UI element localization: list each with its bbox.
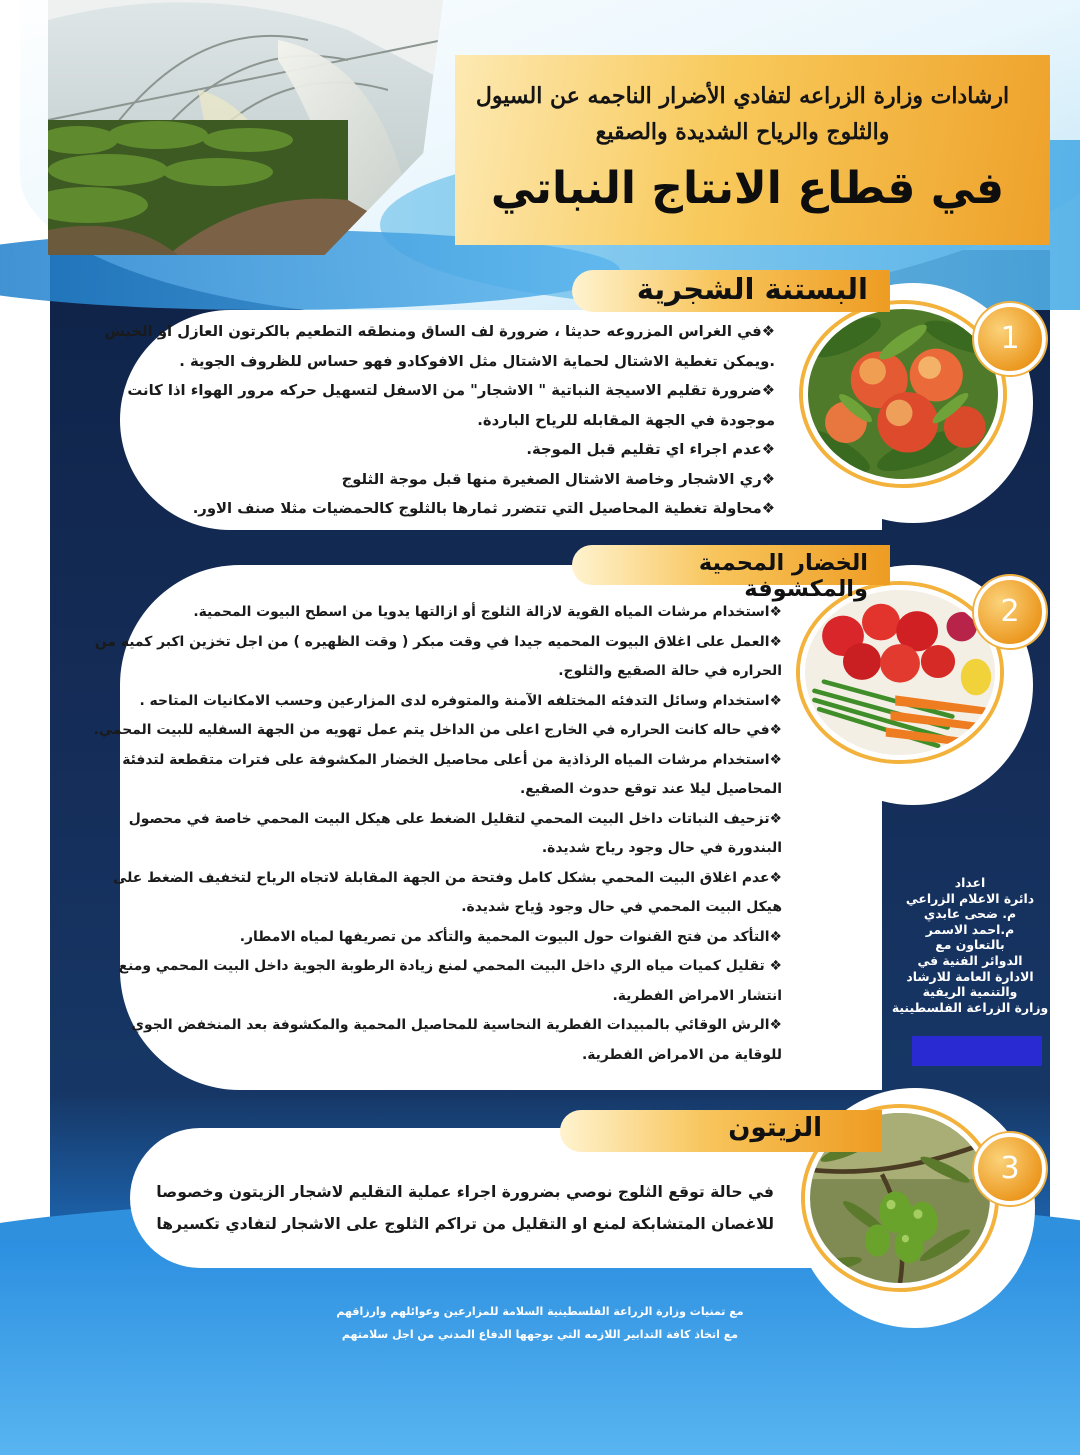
- section-1-line: ❖محاولة تغطية المحاصيل التي تتضرر ثمارها بالثلوج كالحمضيات مثلا صنف الاور.: [192, 500, 775, 517]
- credits-line: اعداد: [954, 875, 986, 890]
- section-1-line: .ويمكن تغطية الاشتال لحماية الاشتال مثل الافوكادو فهو حساس للظروف الجوية .: [179, 352, 775, 370]
- header-line-1: ارشادات وزارة الزراعه لتفادي الأضرار الناجمه عن السيول: [475, 83, 1010, 109]
- credits-block: [890, 875, 1050, 1015]
- header-title: في قطاع الانتاج النباتي: [490, 163, 1005, 214]
- section-1-line: ❖في الغراس المزروعه حديثا ، ضرورة لف الساق ومنطقه التطعيم بالكرتون العازل او الخيش: [104, 323, 775, 340]
- credits-line: دائرة الاعلام الزراعي: [905, 890, 1035, 906]
- credits-line: الادارة العامة للارشاد: [906, 968, 1034, 984]
- section-2-line: ❖تزحيف النباتات داخل البيت المحمي لتقليل الضغط على هيكل البيت المحمي خاصة في محصول: [128, 810, 782, 827]
- section-2-line: ❖ تقليل كميات مياه الري داخل البيت المحمي لمنع زيادة الرطوبة الجوية داخل البيت المحمي ومنع: [118, 958, 782, 974]
- credits-line: م.احمد الاسمر: [925, 921, 1015, 937]
- section-1-line: ❖ضرورة تقليم الاسيجة النباتية " الاشجار" من الاسفل لتسهيل حركه مرور الهواء اذا كانت: [127, 382, 775, 399]
- section-title-ribbon-3: [560, 1110, 882, 1152]
- section-2-line: ❖استخدام مرشات المياه القوية لازالة الثلوج أو ازالتها يدويا من اسطح البيوت المحمية.: [193, 604, 782, 620]
- section-3-line: للاغصان المتشابكة لمنع او التقليل من تراكم الثلوج على الاشجار لتفادي تكسيرها: [156, 1215, 774, 1233]
- section-number-2: 2: [974, 576, 1046, 648]
- section-2-text: [94, 598, 782, 1070]
- footer-line-1: مع تمنيات وزارة الزراعة الفلسطينية السلامة للمزارعين وعوائلهم وارزاقهم: [336, 1305, 744, 1318]
- section-3-line: في حالة توقع الثلوج نوصي بضرورة اجراء عملية التقليم لاشجار الزيتون وخصوصا: [156, 1183, 774, 1201]
- credits-line: م. ضحى عابدي: [923, 906, 1017, 922]
- section-2-line: ❖الرش الوقائي بالمبيدات الفطرية النحاسية للمحاصيل المحمية والمكشوفة بعد المنخفض الجوي: [131, 1017, 782, 1033]
- section-2-line: انتشار الامراض الفطرية.: [612, 987, 782, 1004]
- section-2-line: للوقاية من الامراض الفطرية.: [581, 1046, 782, 1063]
- section-3-text: [156, 1176, 774, 1240]
- section-1-line: ❖عدم اجراء اي تقليم قبل الموجة.: [526, 441, 775, 458]
- footer-line-2: مع اتخاذ كافة التدابير اللازمه التي يوجهها الدفاع المدني من اجل سلامتهم: [341, 1328, 739, 1341]
- section-title-1: البستنة الشجرية: [636, 272, 868, 306]
- section-2-line: ❖استخدام وسائل التدفئه المختلفه الآمنة والمتوفره لدى المزارعين وحسب الامكانيات المتاحه .: [139, 692, 782, 709]
- section-title-ribbon-1: [572, 270, 890, 312]
- section-number-3: 3: [974, 1133, 1046, 1205]
- peaches-photo: [803, 304, 1003, 484]
- section-number-1: 1: [974, 303, 1046, 375]
- credits-line: وزارة الزراعة الفلسطينية: [891, 999, 1049, 1015]
- header-banner: [455, 55, 1050, 245]
- redaction-box: [912, 1036, 1042, 1066]
- credits-line: بالتعاون مع: [935, 937, 1005, 953]
- section-1-text: [104, 317, 775, 524]
- section-2-line: البندورة في حال وجود رياح شديدة.: [541, 840, 782, 856]
- section-2-line: هيكل البيت المحمي في حال وجود ؤياح شديدة.: [461, 899, 782, 915]
- section-2-line: ❖استخدام مرشات المياه الرذاذية من أعلى محاصيل الخضار المكشوفة على فترات متقطعة لتدفئة: [122, 751, 782, 768]
- footer-text: [300, 1300, 780, 1346]
- section-1-line: ❖ري الاشجار وخاصة الاشتال الصغيرة منها قبل موجة الثلوج: [341, 470, 775, 488]
- section-title-3: الزيتون: [728, 1113, 822, 1143]
- vegetables-photo: [800, 585, 1000, 760]
- section-title-2: الخضار المحمية والمكشوفة: [698, 550, 868, 602]
- header-line-2: والثلوج والرياح الشديدة والصقيع: [595, 119, 890, 145]
- section-2-line: ❖العمل على اغلاق البيوت المحميه جيدا في وقت مبكر ( وقت الظهيره ) من اجل تخزين اكبر كميه من: [94, 633, 782, 650]
- credits-line: والتنمية الريفية: [922, 984, 1018, 1000]
- section-2-line: الحراره في حالة الصقيع والثلوج.: [558, 663, 782, 679]
- section-title-ribbon-2: [572, 545, 890, 602]
- section-2-line: ❖عدم اغلاق البيت المحمي بشكل كامل وفتحة من الجهة المقابلة لاتجاه الرياح لتخفيف الضغط على: [113, 869, 782, 886]
- section-2-line: المحاصيل ليلا عند توقع حدوث الصقيع.: [519, 781, 782, 797]
- section-1-line: موجودة في الجهة المقابله للرياح الباردة.: [477, 411, 775, 429]
- section-2-line: ❖التأكد من فتح القنوات حول البيوت المحمية والتأكد من تصريفها لمياه الامطار.: [239, 928, 782, 945]
- section-2-line: ❖في حاله كانت الحراره في الخارج اعلى من الداخل يتم عمل تهويه من الجهة السفليه للبيت المحمي.: [93, 722, 782, 738]
- credits-line: الدوائر الفنية في: [917, 952, 1023, 968]
